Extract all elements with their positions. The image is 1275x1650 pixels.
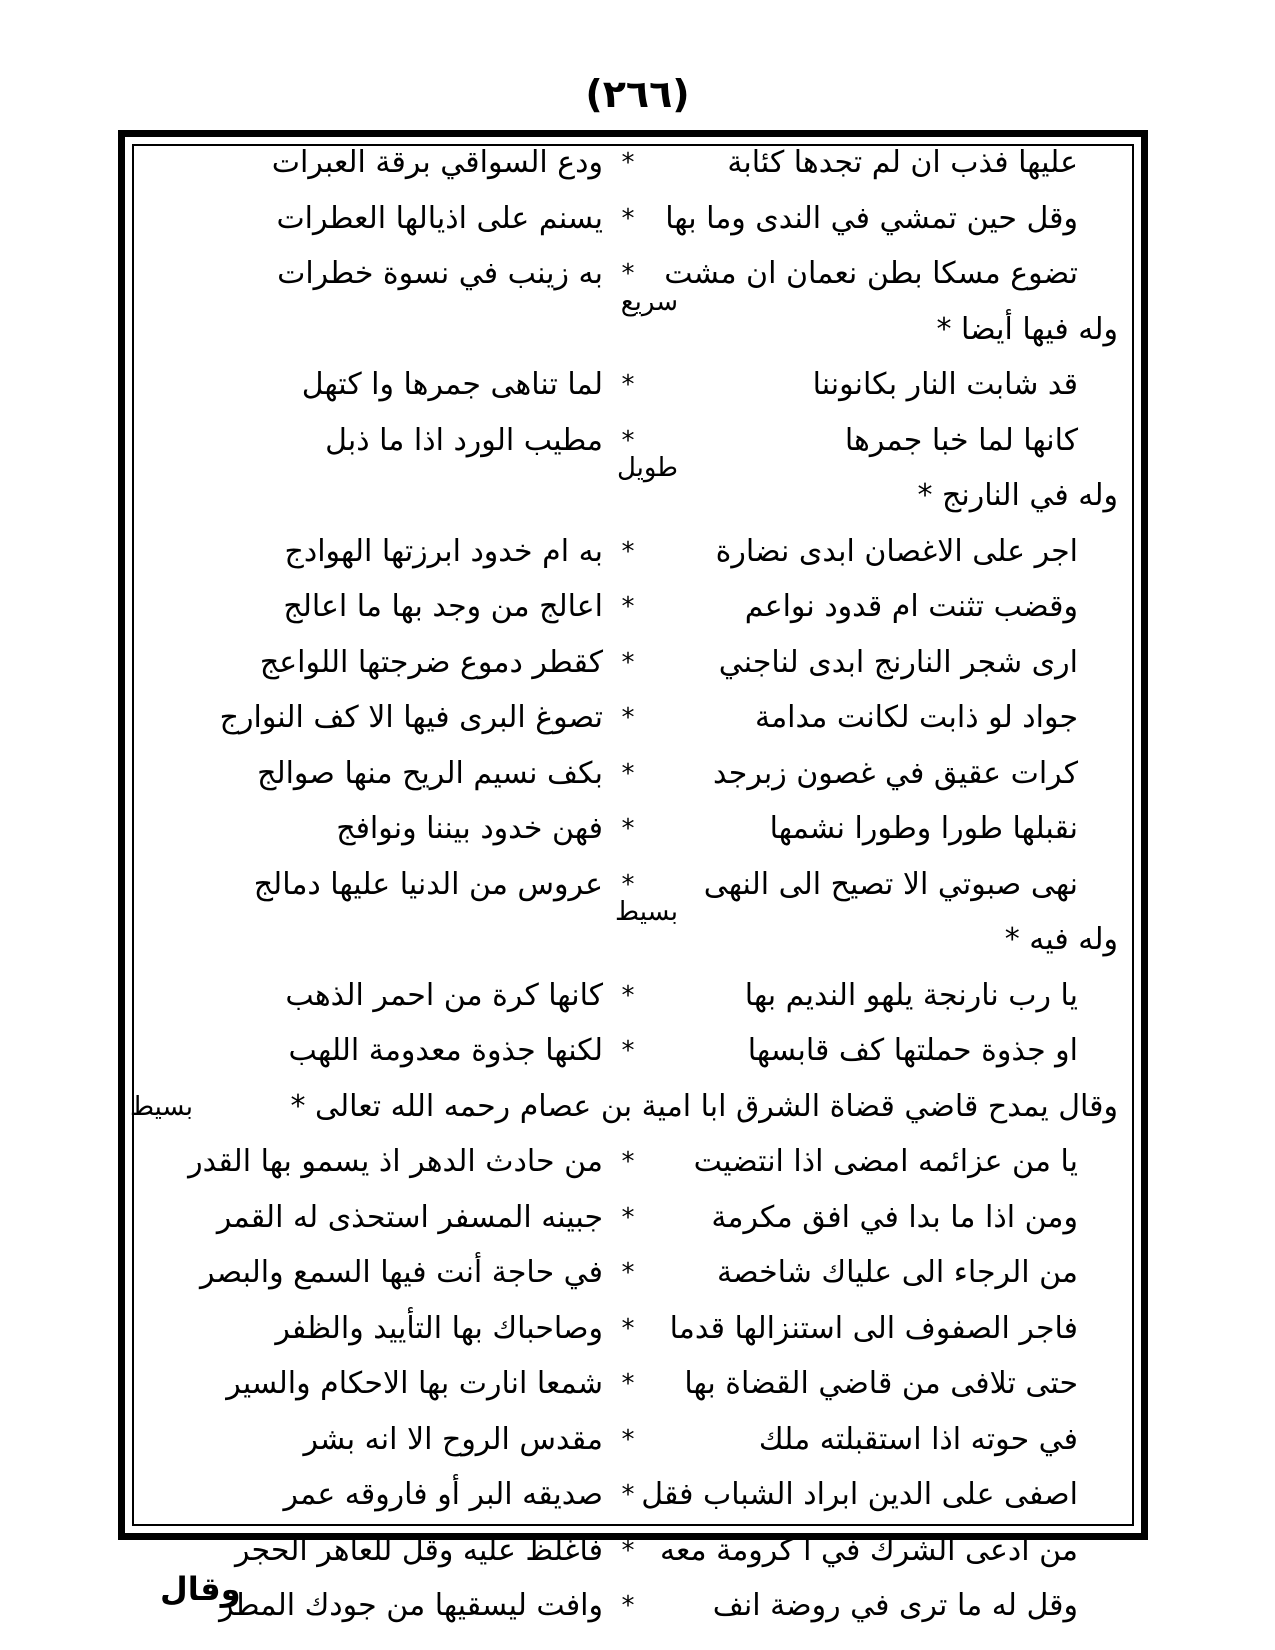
- hemistich-second: تصوغ البرى فيها الا كف النوارج: [219, 700, 603, 735]
- verse-line: [148, 1581, 1118, 1631]
- hemistich-second: لما تناهى جمرها وا كتهل: [301, 367, 603, 402]
- hemistich-first: اصفى على الدين ابراد الشباب فقل: [641, 1477, 1078, 1512]
- page-frame: [118, 130, 1148, 1623]
- catchword: وقال: [160, 1570, 241, 1608]
- hemistich-second: لكنها جذوة معدومة اللهب: [288, 1033, 603, 1068]
- verse-line: [148, 527, 1118, 577]
- hemistich-first: اجر على الاغصان ابدى نضارة: [715, 533, 1078, 569]
- hemistich-second: كانها كرة من احمر الذهب: [285, 977, 603, 1013]
- verse-line: [148, 1137, 1118, 1187]
- verse-line: [148, 1304, 1118, 1354]
- verse-line: [148, 582, 1118, 632]
- verse-separator: *: [621, 1313, 635, 1344]
- verse-line: [148, 638, 1118, 688]
- hemistich-second: به ام خدود ابرزتها الهوادج: [284, 533, 603, 569]
- verse-separator: *: [621, 1258, 635, 1288]
- hemistich-first: من ادعى الشرك في ا كرومة معه: [659, 1532, 1078, 1568]
- hemistich-first: حتى تلافى من قاضي القضاة بها: [684, 1366, 1078, 1401]
- hemistich-first: وقل له ما ترى في روضة انف: [712, 1588, 1078, 1623]
- hemistich-second: من حادث الدهر اذ يسمو بها القدر: [188, 1144, 603, 1179]
- verse-line: [148, 360, 1118, 410]
- hemistich-second: وافت ليسقيها من جودك المطر: [219, 1588, 603, 1623]
- hemistich-second: مقدس الروح الا انه بشر: [303, 1421, 603, 1457]
- hemistich-first: فاجر الصفوف الى استنزالها قدما: [669, 1310, 1078, 1346]
- verse-line: [148, 194, 1118, 244]
- heading-text: وله فيه *: [1004, 922, 1118, 957]
- verse-separator: *: [621, 370, 635, 400]
- hemistich-second: ودع السواقي برقة العبرات: [271, 145, 603, 180]
- verse-line: [148, 1193, 1118, 1243]
- hemistich-second: وصاحباك بها التأييد والظفر: [275, 1310, 603, 1346]
- hemistich-first: عليها فذب ان لم تجدها كئابة: [727, 145, 1078, 180]
- section-heading: [130, 1082, 1118, 1132]
- verse-separator: *: [621, 1535, 635, 1566]
- hemistich-first: ارى شجر النارنج ابدى لناجني: [718, 644, 1078, 680]
- hemistich-first: وقل حين تمشي في الندى وما بها: [665, 200, 1078, 236]
- verse-line: [148, 971, 1118, 1021]
- hemistich-first: نقبلها طورا وطورا نشمها: [769, 811, 1078, 846]
- verse-separator: *: [621, 1369, 635, 1399]
- verse-separator: *: [621, 1147, 635, 1177]
- hemistich-first: نهى صبوتي الا تصيح الى النهى: [703, 866, 1078, 902]
- hemistich-second: شمعا انارت بها الاحكام والسير: [226, 1366, 603, 1401]
- heading-text: وله فيها أيضا *: [936, 311, 1118, 347]
- heading-text: وقال يمدح قاضي قضاة الشرق ابا امية بن عصام رحمه الله تعالى *: [290, 1088, 1118, 1124]
- poem-body: [130, 138, 1118, 1623]
- hemistich-first: وقضب تثنت ام قدود نواعم: [744, 589, 1078, 624]
- verse-separator: *: [621, 203, 635, 234]
- meter-label: بسيط: [615, 897, 678, 927]
- section-heading: [148, 453, 1118, 521]
- verse-line: [148, 749, 1118, 799]
- verse-line: [148, 693, 1118, 743]
- verse-line: [148, 138, 1118, 188]
- verse-separator: *: [621, 647, 635, 678]
- hemistich-second: مطيب الورد اذا ما ذبل: [325, 422, 603, 458]
- meter-label: طويل: [616, 453, 678, 483]
- meter-label: بسيط: [130, 1091, 193, 1122]
- meter-label: سريع: [620, 286, 678, 317]
- verse-separator: *: [621, 592, 635, 622]
- verse-separator: *: [621, 1202, 635, 1233]
- hemistich-first: من الرجاء الى علياك شاخصة: [716, 1255, 1078, 1290]
- hemistich-first: ومن اذا ما بدا في افق مكرمة: [711, 1199, 1078, 1235]
- page-number: (٢٦٦): [585, 72, 690, 116]
- hemistich-first: يا رب نارنجة يلهو النديم بها: [744, 977, 1078, 1013]
- hemistich-second: به زينب في نسوة خطرات: [277, 256, 603, 291]
- hemistich-first: او جذوة حملتها كف قابسها: [747, 1033, 1078, 1068]
- verse-separator: *: [621, 869, 635, 900]
- heading-text: وله في النارنج *: [917, 478, 1118, 513]
- section-heading: [148, 286, 1118, 355]
- hemistich-second: صديقه البر أو فاروقه عمر: [283, 1477, 603, 1512]
- verse-line: [148, 1415, 1118, 1465]
- hemistich-first: قد شابت النار بكانوننا: [812, 367, 1078, 402]
- hemistich-second: اعالج من وجد بها ما اعالج: [283, 589, 603, 624]
- verse-separator: *: [621, 1591, 635, 1621]
- hemistich-second: فهن خدود بيننا ونوافج: [336, 811, 603, 846]
- verse-separator: *: [621, 758, 635, 789]
- hemistich-first: في حوته اذا استقبلته ملك: [758, 1421, 1078, 1457]
- verse-separator: *: [621, 536, 635, 567]
- verse-separator: *: [621, 1036, 635, 1066]
- hemistich-first: كرات عقيق في غصون زبرجد: [713, 755, 1078, 791]
- hemistich-second: جبينه المسفر استحذى له القمر: [216, 1199, 603, 1235]
- verse-line: [148, 1359, 1118, 1409]
- verse-separator: *: [621, 1424, 635, 1455]
- hemistich-second: كقطر دموع ضرجتها اللواعج: [259, 644, 603, 680]
- verse-line: [148, 804, 1118, 854]
- verse-separator: *: [621, 1480, 635, 1510]
- verse-line: [148, 1526, 1118, 1576]
- verse-separator: *: [621, 148, 635, 178]
- hemistich-second: يسنم على اذيالها العطرات: [276, 200, 603, 236]
- verse-separator: *: [621, 703, 635, 733]
- verse-separator: *: [621, 814, 635, 844]
- hemistich-second: فاغلظ عليه وقل للعاهر الحجر: [234, 1532, 603, 1568]
- hemistich-second: بكف نسيم الريح منها صوالج: [257, 755, 603, 791]
- hemistich-second: عروس من الدنيا عليها دمالج: [253, 866, 603, 902]
- hemistich-first: تضوع مسكا بطن نعمان ان مشت: [664, 256, 1078, 291]
- hemistich-first: يا من عزائمه امضى اذا انتضيت: [693, 1144, 1078, 1179]
- verse-line: [148, 1026, 1118, 1076]
- verse-separator: *: [621, 980, 635, 1011]
- section-heading: [148, 897, 1118, 965]
- verse-line: [148, 1248, 1118, 1298]
- verse-separator: *: [621, 259, 635, 289]
- hemistich-first: جواد لو ذابت لكانت مدامة: [755, 700, 1078, 735]
- hemistich-first: كانها لما خبا جمرها: [844, 422, 1078, 458]
- verse-line: [148, 1470, 1118, 1520]
- verse-separator: *: [621, 425, 635, 456]
- hemistich-second: في حاجة أنت فيها السمع والبصر: [200, 1255, 603, 1290]
